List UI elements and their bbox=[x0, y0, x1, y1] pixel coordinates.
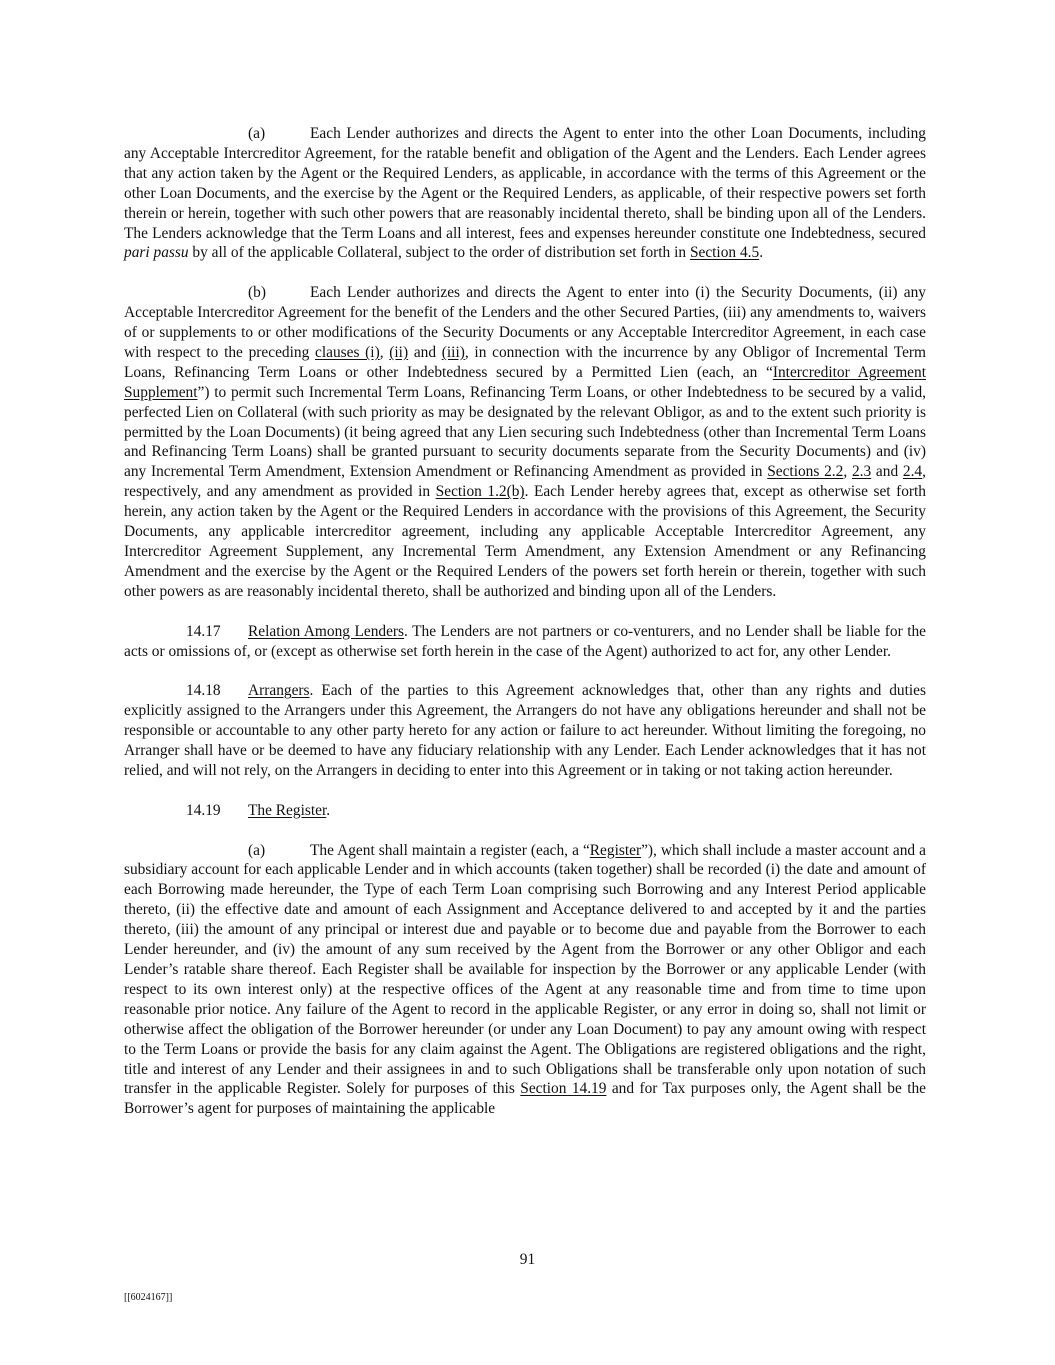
section-reference: 2.4 bbox=[902, 463, 923, 481]
defined-term: Intercreditor Agreement Supplement bbox=[124, 363, 926, 401]
section-heading: Relation Among Lenders bbox=[248, 622, 405, 640]
paragraph-14-19-a-register: (a) The Agent shall maintain a register (each, a “Register”), which shall include a master account and a subsidiary account for each applicable Lender and in which accounts (taken together) shall be recorded (i) the date and amount of each Borrowing made hereunder, the Type of each Term Loan comprising such Borrowing and any Interest Period applicable thereto, (ii) the effective date and amount of each Assignment and Acceptance delivered to and accepted by it and the parties thereto, (iii) the amount of any principal or interest due and payable or to become due and payable from the Borrower to each Lender hereunder, and (iv) the amount of any sum received by the Agent from the Borrower or any other Obligor and each Lender’s ratable share thereof. Each Register shall be available for inspection by the Borrower or any applicable Lender (with respect to its own interest only) at the respective offices of the Agent at any reasonable time and from time to time upon reasonable prior notice. Any failure of the Agent to record in the applicable Register, or any error in doing so, shall not limit or otherwise affect the obligation of the Borrower hereunder (or under any Loan Document) to pay any amount owing with respect to the Term Loans or provide the basis for any claim against the Agent. The Obligations are registered obligations and the right, title and interest of any Lender and their assignees in and to such Obligations shall be transferable only upon notation of such transfer in the applicable Register. Solely for purposes of this Section 14.19 and for Tax purposes only, the Agent shall be the Borrower’s agent for purposes of maintaining the applicable bbox=[124, 841, 926, 1118]
section-14-18: 14.18 Arrangers. Each of the parties to this Agreement acknowledges that, other than any rights and duties explicitly assigned to the Arrangers under this Agreement, the Arrangers do not have any obligations hereunder and shall not be responsible or accountable to any other party hereto for any action or failure to act hereunder. Without limiting the foregoing, no Arranger shall have or be deemed to have any fiduciary relationship with any Lender. Each Lender acknowledges that it has not relied, and will not rely, on the Arrangers in deciding to enter into this Agreement or in taking or not taking action hereunder. bbox=[124, 682, 926, 779]
section-reference: Section 1.2(b) bbox=[435, 483, 525, 501]
section-number: 14.17 bbox=[186, 622, 221, 640]
clause-reference: (iii) bbox=[441, 343, 465, 361]
section-reference: 2.3 bbox=[851, 463, 872, 481]
section-reference: Sections 2.2 bbox=[767, 463, 844, 481]
clause-label: (a) bbox=[248, 125, 266, 142]
document-id: [[6024167]] bbox=[124, 1292, 173, 1303]
section-14-17: 14.17 Relation Among Lenders. The Lenders are not partners or co-venturers, and no Lender shall be liable for the acts or omissions of, or (except as otherwise set forth herein in the case of the Agent) authorized to act for, any other Lender. bbox=[124, 622, 926, 660]
section-heading: Arrangers bbox=[248, 682, 310, 700]
document-page bbox=[124, 124, 926, 1119]
clause-reference: (ii) bbox=[389, 343, 409, 361]
section-number: 14.19 bbox=[186, 801, 221, 819]
section-reference: Section 4.5 bbox=[689, 244, 760, 262]
section-number: 14.18 bbox=[186, 682, 221, 700]
page-number: 91 bbox=[519, 1251, 536, 1268]
defined-term: Register bbox=[589, 841, 642, 859]
clause-label: (b) bbox=[248, 284, 266, 302]
section-reference: Section 14.19 bbox=[520, 1080, 607, 1098]
paragraph-b-security-documents: (b) Each Lender authorizes and directs the Agent to enter into (i) the Security Documents, (ii) any Acceptable Intercreditor Agreement for the benefit of the Lenders and the other Secured Parties, (iii) any amendments to, waivers of or supplements to or other modifications of the Security Documents or any Acceptable Intercreditor Agreement, in each case with respect to the preceding clauses (i), (ii) and (iii), in connection with the incurrence by any Obligor of Incremental Term Loans, Refinancing Term Loans or other Indebtedness secured by a Permitted Lien (each, an “Intercreditor Agreement Supplement”) to permit such Incremental Term Loans, Refinancing Term Loans, or other Indebtedness to be secured by a valid, perfected Lien on Collateral (with such priority as may be designated by the relevant Obligor, as and to the extent such priority is permitted by the Loan Documents) (it being agreed that any Lien securing such Indebtedness (other than Incremental Term Loans and Refinancing Term Loans) shall be granted pursuant to security documents separate from the Security Documents) and (iv) any Incremental Term Amendment, Extension Amendment or Refinancing Amendment as provided in Sections 2.2, 2.3 and 2.4, respectively, and any amendment as provided in Section 1.2(b). Each Lender hereby agrees that, except as otherwise set forth herein, any action taken by the Agent or the Required Lenders in accordance with the provisions of this Agreement, the Security Documents, any applicable intercreditor agreement, including any applicable Acceptable Intercreditor Agreement, any Intercreditor Agreement Supplement, any Incremental Term Amendment, any Extension Amendment or any Refinancing Amendment and the exercise by the Agent or the Required Lenders of the powers set forth herein or therein, together with such other powers as are reasonably incidental thereto, shall be authorized and binding upon all of the Lenders. bbox=[124, 284, 926, 600]
section-14-19: 14.19 The Register. bbox=[186, 801, 331, 819]
clause-reference: clauses (i) bbox=[315, 343, 380, 361]
clause-label: (a) bbox=[248, 841, 266, 859]
section-heading: The Register bbox=[248, 801, 327, 819]
paragraph-a-agent-authorization: (a) Each Lender authorizes and directs the Agent to enter into the other Loan Documents, including any Acceptable Intercreditor Agreement, for the ratable benefit and obligation of the Agent and the Lenders. Each Lender agrees that any action taken by the Agent or the Required Lenders, as applicable, in accordance with the terms of this Agreement or the other Loan Documents, and the exercise by the Agent or the Required Lenders, as applicable, of their respective powers set forth therein or herein, together with such other powers that are reasonably incidental thereto, shall be binding upon all of the Lenders. The Lenders acknowledge that the Term Loans and all interest, fees and expenses hereunder constitute one Indebtedness, secured pari passu by all of the applicable Collateral, subject to the order of distribution set forth in Section 4.5. bbox=[124, 125, 926, 262]
